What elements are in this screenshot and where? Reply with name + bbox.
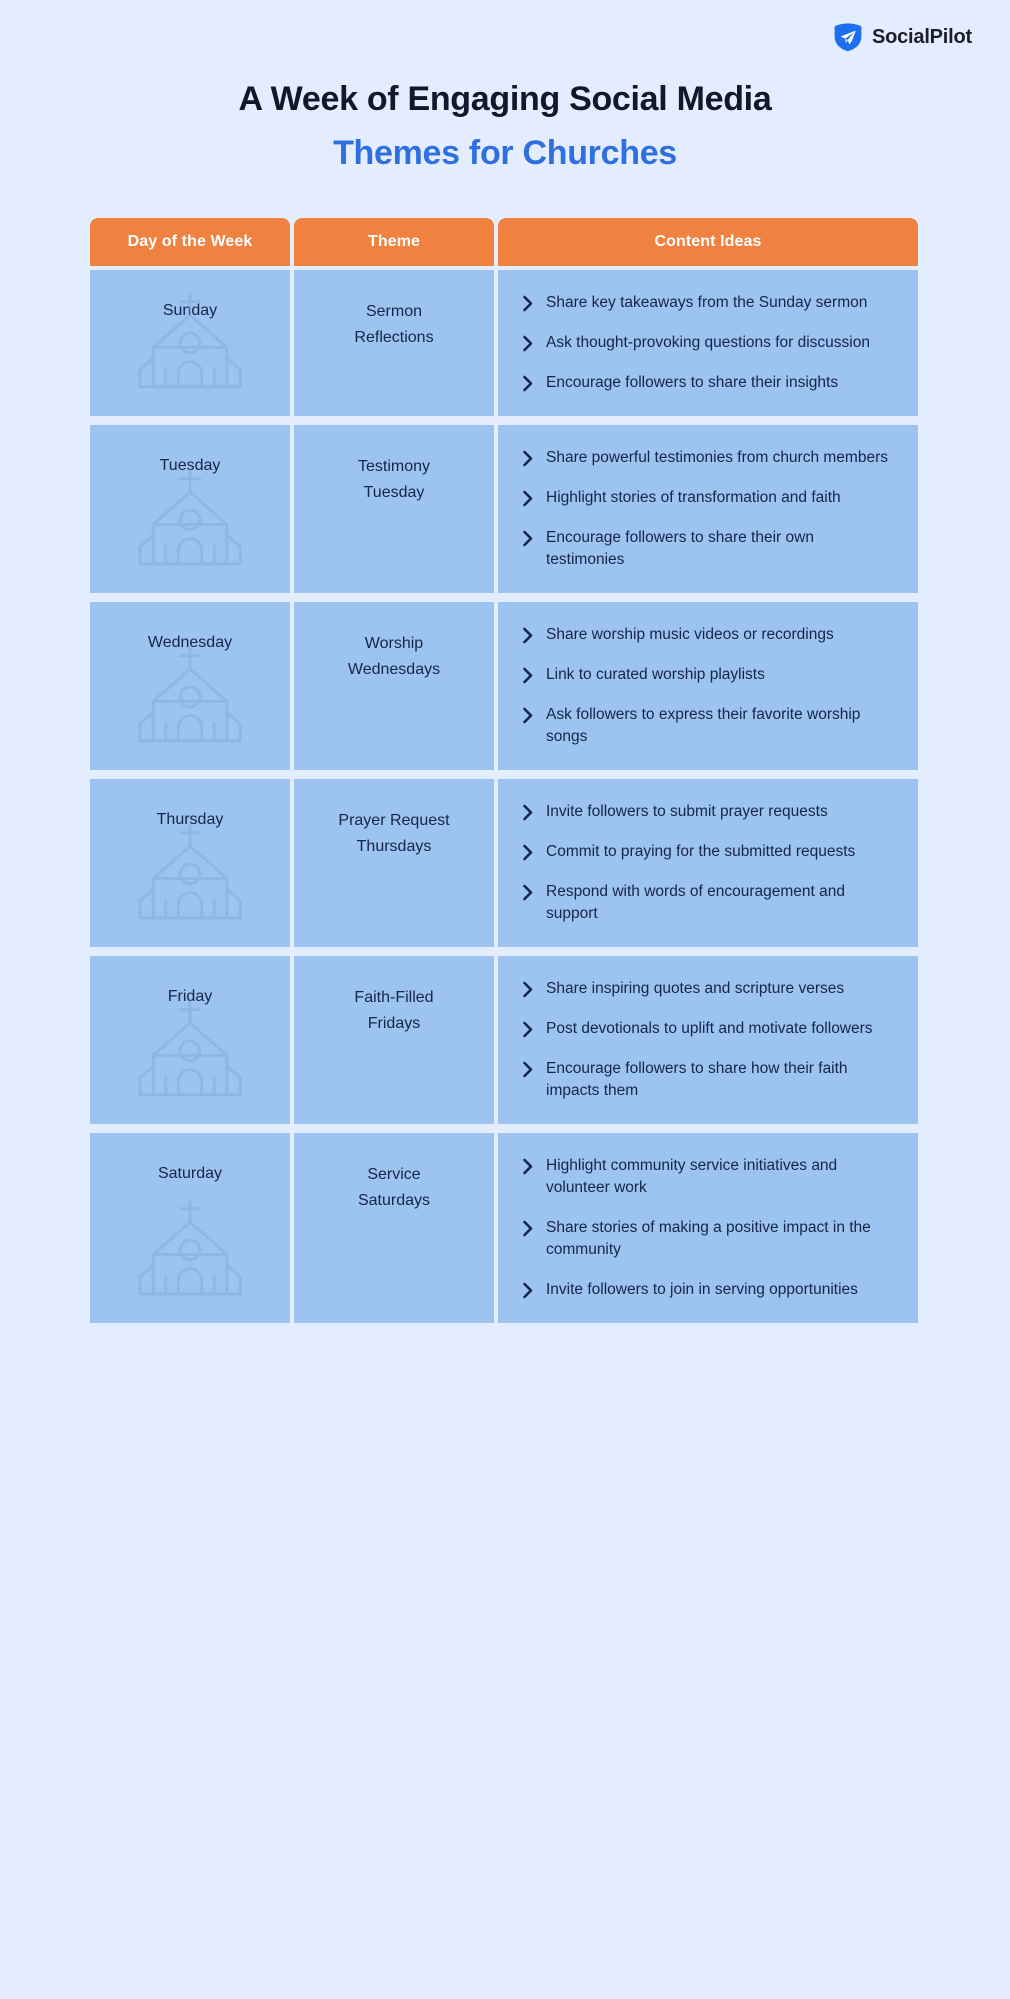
content-idea-item <box>522 1217 892 1261</box>
church-icon <box>136 821 244 925</box>
chevron-right-icon <box>522 882 534 903</box>
table-row <box>90 1133 918 1323</box>
content-idea-text: Invite followers to join in serving opportunities <box>546 1281 858 1298</box>
content-idea-item <box>522 664 892 686</box>
chevron-right-icon <box>522 373 534 394</box>
table-body <box>90 270 918 1323</box>
content-idea-item <box>522 841 892 863</box>
content-idea-item <box>522 978 892 1000</box>
content-idea-text: Link to curated worship playlists <box>546 666 765 683</box>
day-label: Tuesday <box>159 457 221 474</box>
day-label: Saturday <box>157 1165 223 1182</box>
content-idea-text: Share stories of making a positive impact in the community <box>546 1219 871 1258</box>
chevron-right-icon <box>522 1019 534 1040</box>
content-ideas-cell <box>498 270 918 416</box>
content-idea-item <box>522 332 892 354</box>
content-ideas-cell <box>498 602 918 770</box>
content-idea-text: Share powerful testimonies from church members <box>546 449 888 466</box>
theme-label-line-2: Saturdays <box>357 1191 431 1209</box>
chevron-right-icon <box>522 625 534 646</box>
content-idea-text: Commit to praying for the submitted requests <box>546 843 856 860</box>
chevron-right-icon <box>522 448 534 469</box>
content-idea-item <box>522 1058 892 1102</box>
day-cell <box>90 270 290 416</box>
church-icon <box>136 644 244 748</box>
theme-cell <box>294 956 494 1124</box>
content-idea-item <box>522 1155 892 1199</box>
day-label: Thursday <box>156 811 224 828</box>
content-idea-item <box>522 1279 892 1301</box>
theme-label-line-1: Service <box>367 1166 421 1183</box>
content-idea-text: Post devotionals to uplift and motivate followers <box>546 1020 873 1037</box>
theme-cell <box>294 779 494 947</box>
theme-cell <box>294 1133 494 1323</box>
chevron-right-icon <box>522 705 534 726</box>
themes-table <box>90 218 918 1323</box>
theme-label-line-2: Fridays <box>367 1014 421 1032</box>
column-header-ideas: Content Ideas <box>498 218 918 266</box>
theme-cell <box>294 270 494 416</box>
chevron-right-icon <box>522 528 534 549</box>
title-line-2: Themes for Churches <box>333 133 677 172</box>
table-header-row <box>90 218 918 266</box>
content-idea-text: Share inspiring quotes and scripture verses <box>546 980 845 997</box>
theme-label-line-1: Testimony <box>357 458 431 475</box>
brand-logo <box>833 22 972 52</box>
content-idea-item <box>522 527 892 571</box>
content-idea-item <box>522 624 892 646</box>
table-row <box>90 602 918 770</box>
content-ideas-list <box>522 1155 892 1301</box>
content-idea-item <box>522 372 892 394</box>
chevron-right-icon <box>522 665 534 686</box>
content-idea-text: Ask thought-provoking questions for discussion <box>546 334 870 351</box>
content-ideas-list <box>522 624 892 748</box>
content-idea-item <box>522 704 892 748</box>
content-ideas-cell <box>498 1133 918 1323</box>
day-label: Sunday <box>162 302 218 319</box>
content-idea-text: Highlight community service initiatives and volunteer work <box>546 1157 838 1196</box>
brand-name: SocialPilot <box>871 25 972 48</box>
chevron-right-icon <box>522 1059 534 1080</box>
day-cell <box>90 1133 290 1323</box>
content-ideas-cell <box>498 425 918 593</box>
day-label: Wednesday <box>147 634 233 651</box>
table-row <box>90 779 918 947</box>
day-cell <box>90 956 290 1124</box>
theme-label-line-2: Tuesday <box>363 483 425 501</box>
church-icon <box>136 1197 244 1301</box>
content-ideas-list <box>522 801 892 925</box>
theme-label-line-1: Sermon <box>365 303 423 320</box>
chevron-right-icon <box>522 488 534 509</box>
content-ideas-list <box>522 447 892 571</box>
content-idea-item <box>522 292 892 314</box>
theme-label-line-2: Thursdays <box>356 837 432 855</box>
content-ideas-cell <box>498 956 918 1124</box>
theme-cell <box>294 602 494 770</box>
content-idea-text: Respond with words of encouragement and support <box>546 883 845 922</box>
content-idea-text: Highlight stories of transformation and faith <box>546 489 841 506</box>
column-header-theme: Theme <box>294 218 494 266</box>
day-cell <box>90 602 290 770</box>
chevron-right-icon <box>522 842 534 863</box>
content-idea-text: Invite followers to submit prayer requests <box>546 803 828 820</box>
content-idea-text: Share key takeaways from the Sunday sermon <box>546 294 868 311</box>
chevron-right-icon <box>522 1280 534 1301</box>
content-ideas-list <box>522 292 892 394</box>
content-idea-item <box>522 881 892 925</box>
day-label: Friday <box>167 988 213 1005</box>
day-cell <box>90 779 290 947</box>
chevron-right-icon <box>522 333 534 354</box>
table-row <box>90 425 918 593</box>
content-idea-text: Share worship music videos or recordings <box>546 626 834 643</box>
theme-label-line-1: Prayer Request <box>338 812 450 829</box>
title-line-1: A Week of Engaging Social Media <box>238 80 772 118</box>
content-idea-text: Encourage followers to share their own testimonies <box>546 529 814 568</box>
content-idea-item <box>522 487 892 509</box>
page-title <box>0 78 1010 174</box>
chevron-right-icon <box>522 979 534 1000</box>
content-idea-item <box>522 447 892 469</box>
church-icon <box>136 998 244 1102</box>
content-idea-text: Encourage followers to share how their faith impacts them <box>546 1060 848 1099</box>
content-ideas-cell <box>498 779 918 947</box>
chevron-right-icon <box>522 1156 534 1177</box>
theme-label-line-2: Wednesdays <box>347 660 441 678</box>
chevron-right-icon <box>522 1218 534 1239</box>
content-idea-item <box>522 801 892 823</box>
theme-label-line-1: Faith-Filled <box>354 989 434 1006</box>
church-icon <box>136 290 244 394</box>
content-idea-item <box>522 1018 892 1040</box>
content-idea-text: Ask followers to express their favorite worship songs <box>546 706 861 745</box>
content-ideas-list <box>522 978 892 1102</box>
column-header-day: Day of the Week <box>90 218 290 266</box>
content-idea-text: Encourage followers to share their insights <box>546 374 839 391</box>
theme-cell <box>294 425 494 593</box>
table-row <box>90 270 918 416</box>
paper-plane-shield-icon <box>833 22 863 52</box>
theme-label-line-2: Reflections <box>354 328 434 346</box>
table-row <box>90 956 918 1124</box>
theme-label-line-1: Worship <box>364 635 424 652</box>
chevron-right-icon <box>522 802 534 823</box>
church-icon <box>136 467 244 571</box>
chevron-right-icon <box>522 293 534 314</box>
day-cell <box>90 425 290 593</box>
